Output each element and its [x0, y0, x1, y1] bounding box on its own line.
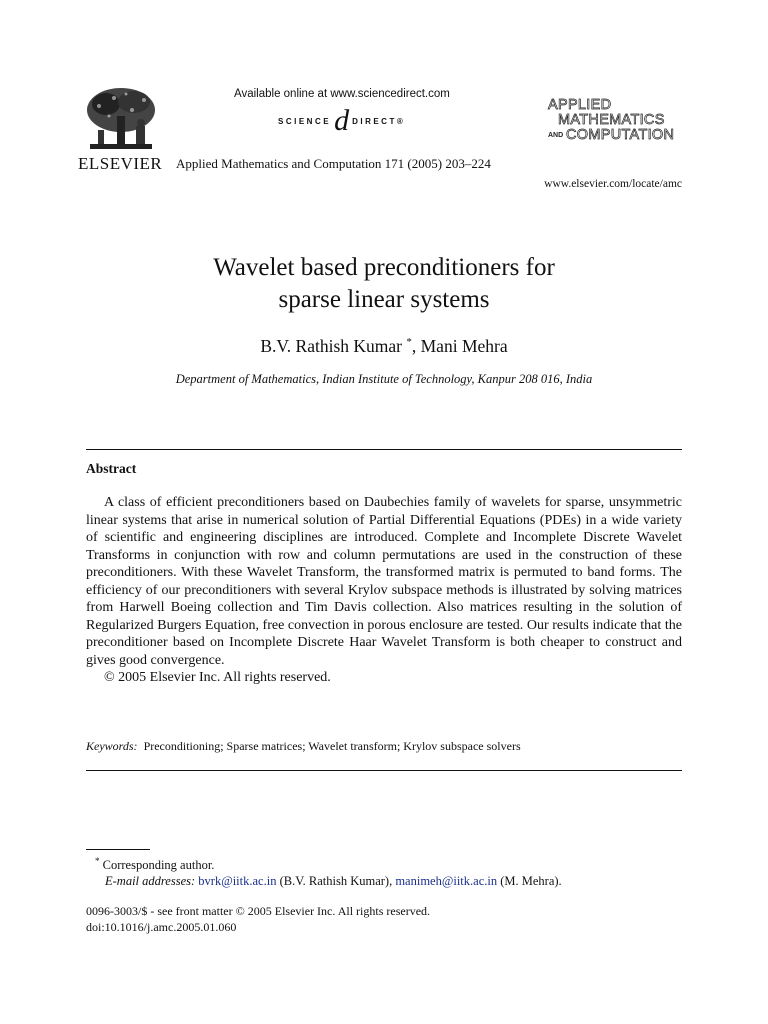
- abstract-copyright: © 2005 Elsevier Inc. All rights reserved.: [104, 670, 331, 685]
- publisher-name: ELSEVIER: [78, 154, 163, 173]
- abstract-heading: Abstract: [86, 461, 137, 476]
- corresponding-mark[interactable]: *: [406, 336, 412, 349]
- email-link-1[interactable]: bvrk@iitk.ac.in: [198, 874, 277, 889]
- title-line-1: Wavelet based preconditioners for: [213, 254, 555, 281]
- sciencedirect-logo: [278, 106, 405, 136]
- email-2-owner: (M. Mehra).: [497, 874, 562, 889]
- front-matter: [86, 903, 430, 935]
- footnote-corresponding: Corresponding author.: [102, 858, 215, 873]
- footnote-rule: [86, 849, 150, 850]
- journal-logo-line3: COMPUTATION: [566, 127, 675, 143]
- article-title: [0, 252, 768, 316]
- author-2: Mani Mehra: [420, 336, 508, 356]
- issn-line: 0096-3003/$ - see front matter © 2005 Elsevier Inc. All rights reserved.: [86, 904, 431, 918]
- author-1: B.V. Rathish Kumar: [260, 336, 402, 356]
- footnote-mark: *: [95, 856, 100, 866]
- sd-right-word: DIRECT®: [352, 116, 406, 126]
- journal-website[interactable]: www.elsevier.com/locate/amc: [544, 178, 682, 190]
- bottom-divider: [86, 770, 682, 771]
- keywords: [86, 739, 521, 754]
- journal-citation: Applied Mathematics and Computation 171 (2005) 203–224: [176, 156, 491, 171]
- abstract-text: A class of efficient preconditioners based on Daubechies family of wavelets for sparse, unsymmetric linear systems that arise in numerical solution of Partial Differential Equations (PDEs) in a wide variety of scientific and engineering disciplines are introduced. Complete and Incomplete Discrete Wavelet Transforms in conjunction with row and column permutations are used in the construction of these preconditioners. With these Wavelet Transform, the transformed matrix is permuted to band forms. The efficiency of our preconditioners with several Krylov subspace methods is illustrated by solving matrices from Harwell Boeing collection and Tim Davis collection. Also matrices resulting in the solution of Regularized Burgers Equation, free convection in porous enclosure are tested. Our results indicate that the preconditioner based on Incomplete Discrete Haar Wavelet Transform is both cheaper to construct and gives good convergence.: [86, 495, 682, 668]
- top-divider: [86, 449, 682, 450]
- affiliation: Department of Mathematics, Indian Institute of Technology, Kanpur 208 016, India: [175, 372, 593, 386]
- author-list: [0, 336, 768, 357]
- email-link-2[interactable]: manimeh@iitk.ac.in: [395, 874, 498, 889]
- email-label: E-mail addresses:: [105, 874, 196, 889]
- journal-logo-line1: APPLIED: [548, 97, 612, 113]
- elsevier-tree-logo: [84, 86, 158, 156]
- sd-at-symbol: d: [334, 104, 350, 137]
- sd-left-word: SCIENCE: [278, 116, 332, 126]
- journal-logo: [548, 98, 688, 143]
- journal-logo-line2: MATHEMATICS: [558, 112, 665, 128]
- available-online-text: Available online at www.sciencedirect.com: [234, 88, 450, 100]
- title-line-2: sparse linear systems: [278, 286, 490, 313]
- keywords-label: Keywords:: [86, 739, 138, 753]
- doi-line[interactable]: doi:10.1016/j.amc.2005.01.060: [86, 920, 237, 934]
- journal-logo-and: AND: [548, 132, 564, 139]
- footnote: [95, 853, 562, 889]
- keywords-list: Preconditioning; Sparse matrices; Wavelet transform; Krylov subspace solvers: [143, 739, 521, 753]
- author-separator: ,: [411, 336, 421, 356]
- abstract-body: [86, 494, 682, 687]
- email-1-owner: (B.V. Rathish Kumar),: [276, 874, 396, 889]
